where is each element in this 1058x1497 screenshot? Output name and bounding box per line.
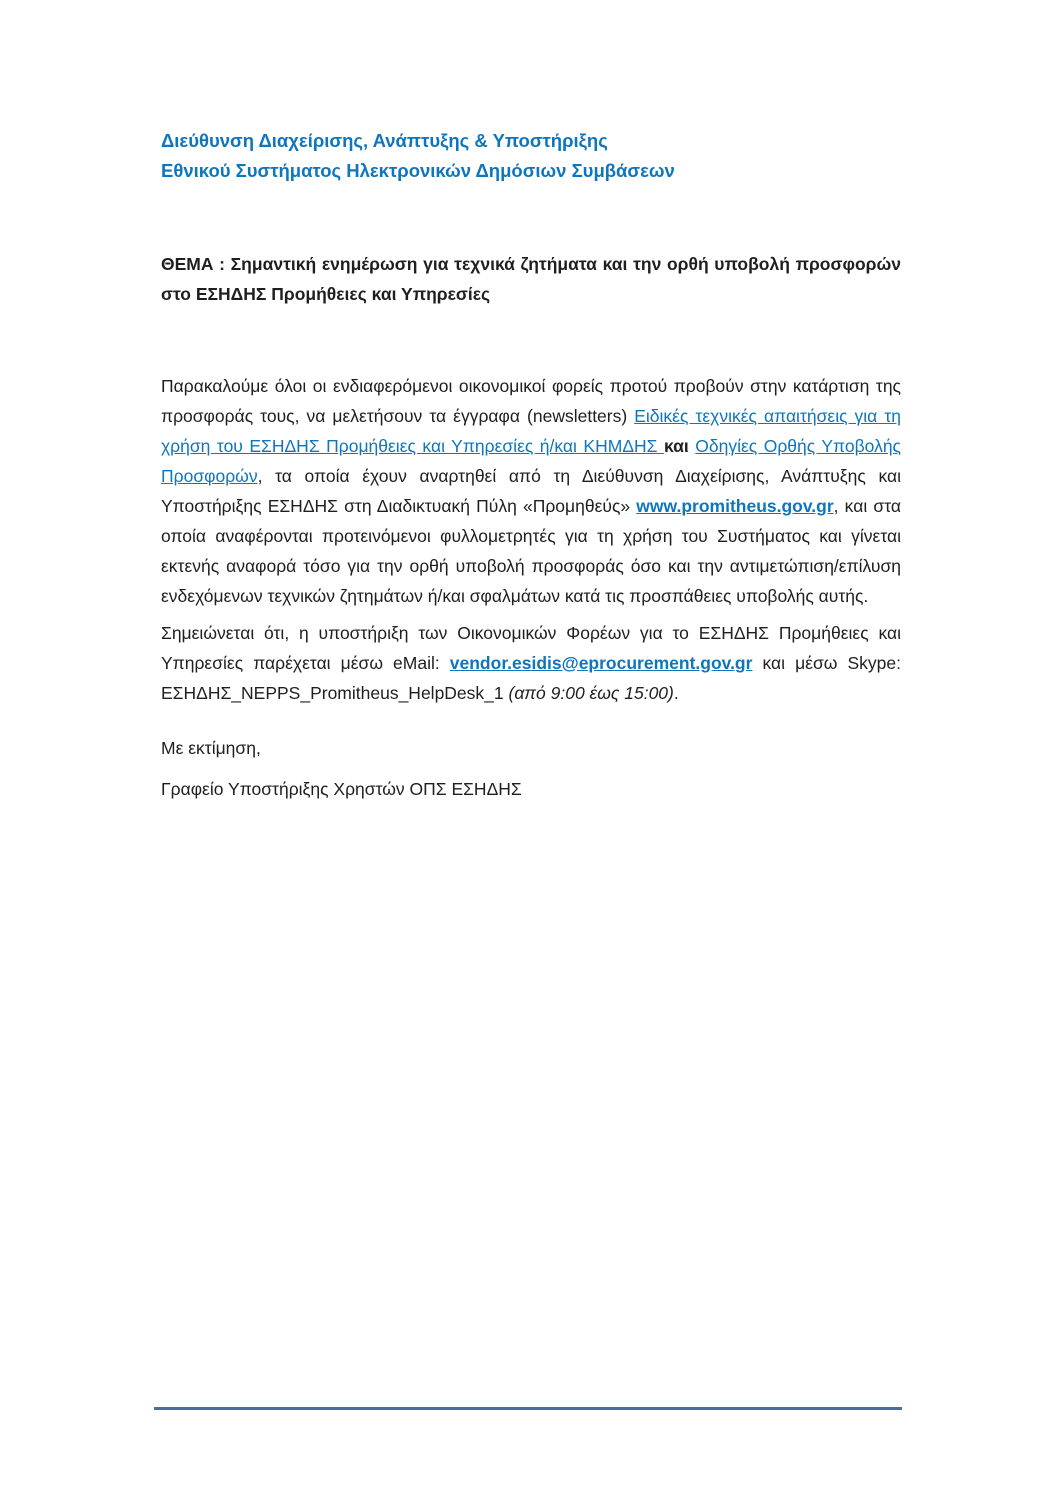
footer-rule (154, 1407, 902, 1410)
department-header (161, 126, 901, 186)
paragraph1-text-2: και (663, 435, 696, 456)
paragraph2-text-3: . (673, 682, 679, 703)
link-vendor-support-email[interactable]: vendor.esidis@eprocurement.gov.gr (449, 652, 753, 673)
subject-line: ΘΕΜΑ : Σημαντική ενημέρωση για τεχνικά ζητήματα και την ορθή υποβολή προσφορών στο ΕΣΗΔΗΣ Προμήθειες και Υπηρεσίες (161, 254, 901, 304)
support-hours: (από 9:00 έως 15:00) (508, 682, 674, 703)
paragraph1-text-3: , τα οποία έχουν αναρτηθεί από τη Διεύθυνση Διαχείρισης, Ανάπτυξης και Υποστήριξης ΕΣΗΔΗΣ στη Διαδικτυακή Πύλη «Προμηθεύς» (161, 465, 901, 516)
paragraph2-text-2: και μέσω Skype: ΕΣΗΔΗΣ_NEPPS_Promitheus_HelpDesk_1 (161, 652, 901, 703)
department-header-line1: Διεύθυνση Διαχείρισης, Ανάπτυξης & Υποστήριξης (161, 130, 608, 151)
paragraph1-text-1: Παρακαλούμε όλοι οι ενδιαφερόμενοι οικονομικοί φορείς προτού προβούν στην κατάρτιση της προσφοράς τους, να μελετήσουν τα έγγραφα (newsletters) (161, 375, 901, 426)
paragraph1-text-4: , και στα οποία αναφέρονται προτεινόμενοι φυλλομετρητές για τη χρήση του Συστήματος και γίνεται εκτενής αναφορά τόσο για την ορθή υποβολή προσφοράς όσο και την αντιμετώπιση/επίλυση ενδεχόμενων τεχνικών ζητημάτων ή/και σφαλμάτων κατά τις προσπάθειες υποβολής αυτής. (161, 495, 901, 606)
link-promitheus-site[interactable]: www.promitheus.gov.gr (636, 495, 834, 516)
body-paragraph-2 (161, 618, 901, 708)
closing-salutation: Με εκτίμηση, (161, 738, 261, 758)
department-header-line2: Εθνικού Συστήματος Ηλεκτρονικών Δημόσιων Συμβάσεων (161, 160, 675, 181)
body-paragraph-1 (161, 371, 901, 611)
link-proper-submission-guidelines[interactable]: Οδηγίες Ορθής Υποβολής Προσφορών (161, 435, 901, 486)
closing-signature: Γραφείο Υποστήριξης Χρηστών ΟΠΣ ΕΣΗΔΗΣ (161, 779, 522, 799)
paragraph2-text-1: Σημειώνεται ότι, η υποστήριξη των Οικονομικών Φορέων για το ΕΣΗΔΗΣ Προμήθειες και Υπηρεσίες παρέχεται μέσω eMail: (161, 622, 901, 673)
link-technical-requirements[interactable]: Ειδικές τεχνικές απαιτήσεις για τη χρήση του ΕΣΗΔΗΣ Προμήθειες και Υπηρεσίες ή/και ΚΗΜΔΗΣ (161, 405, 901, 456)
